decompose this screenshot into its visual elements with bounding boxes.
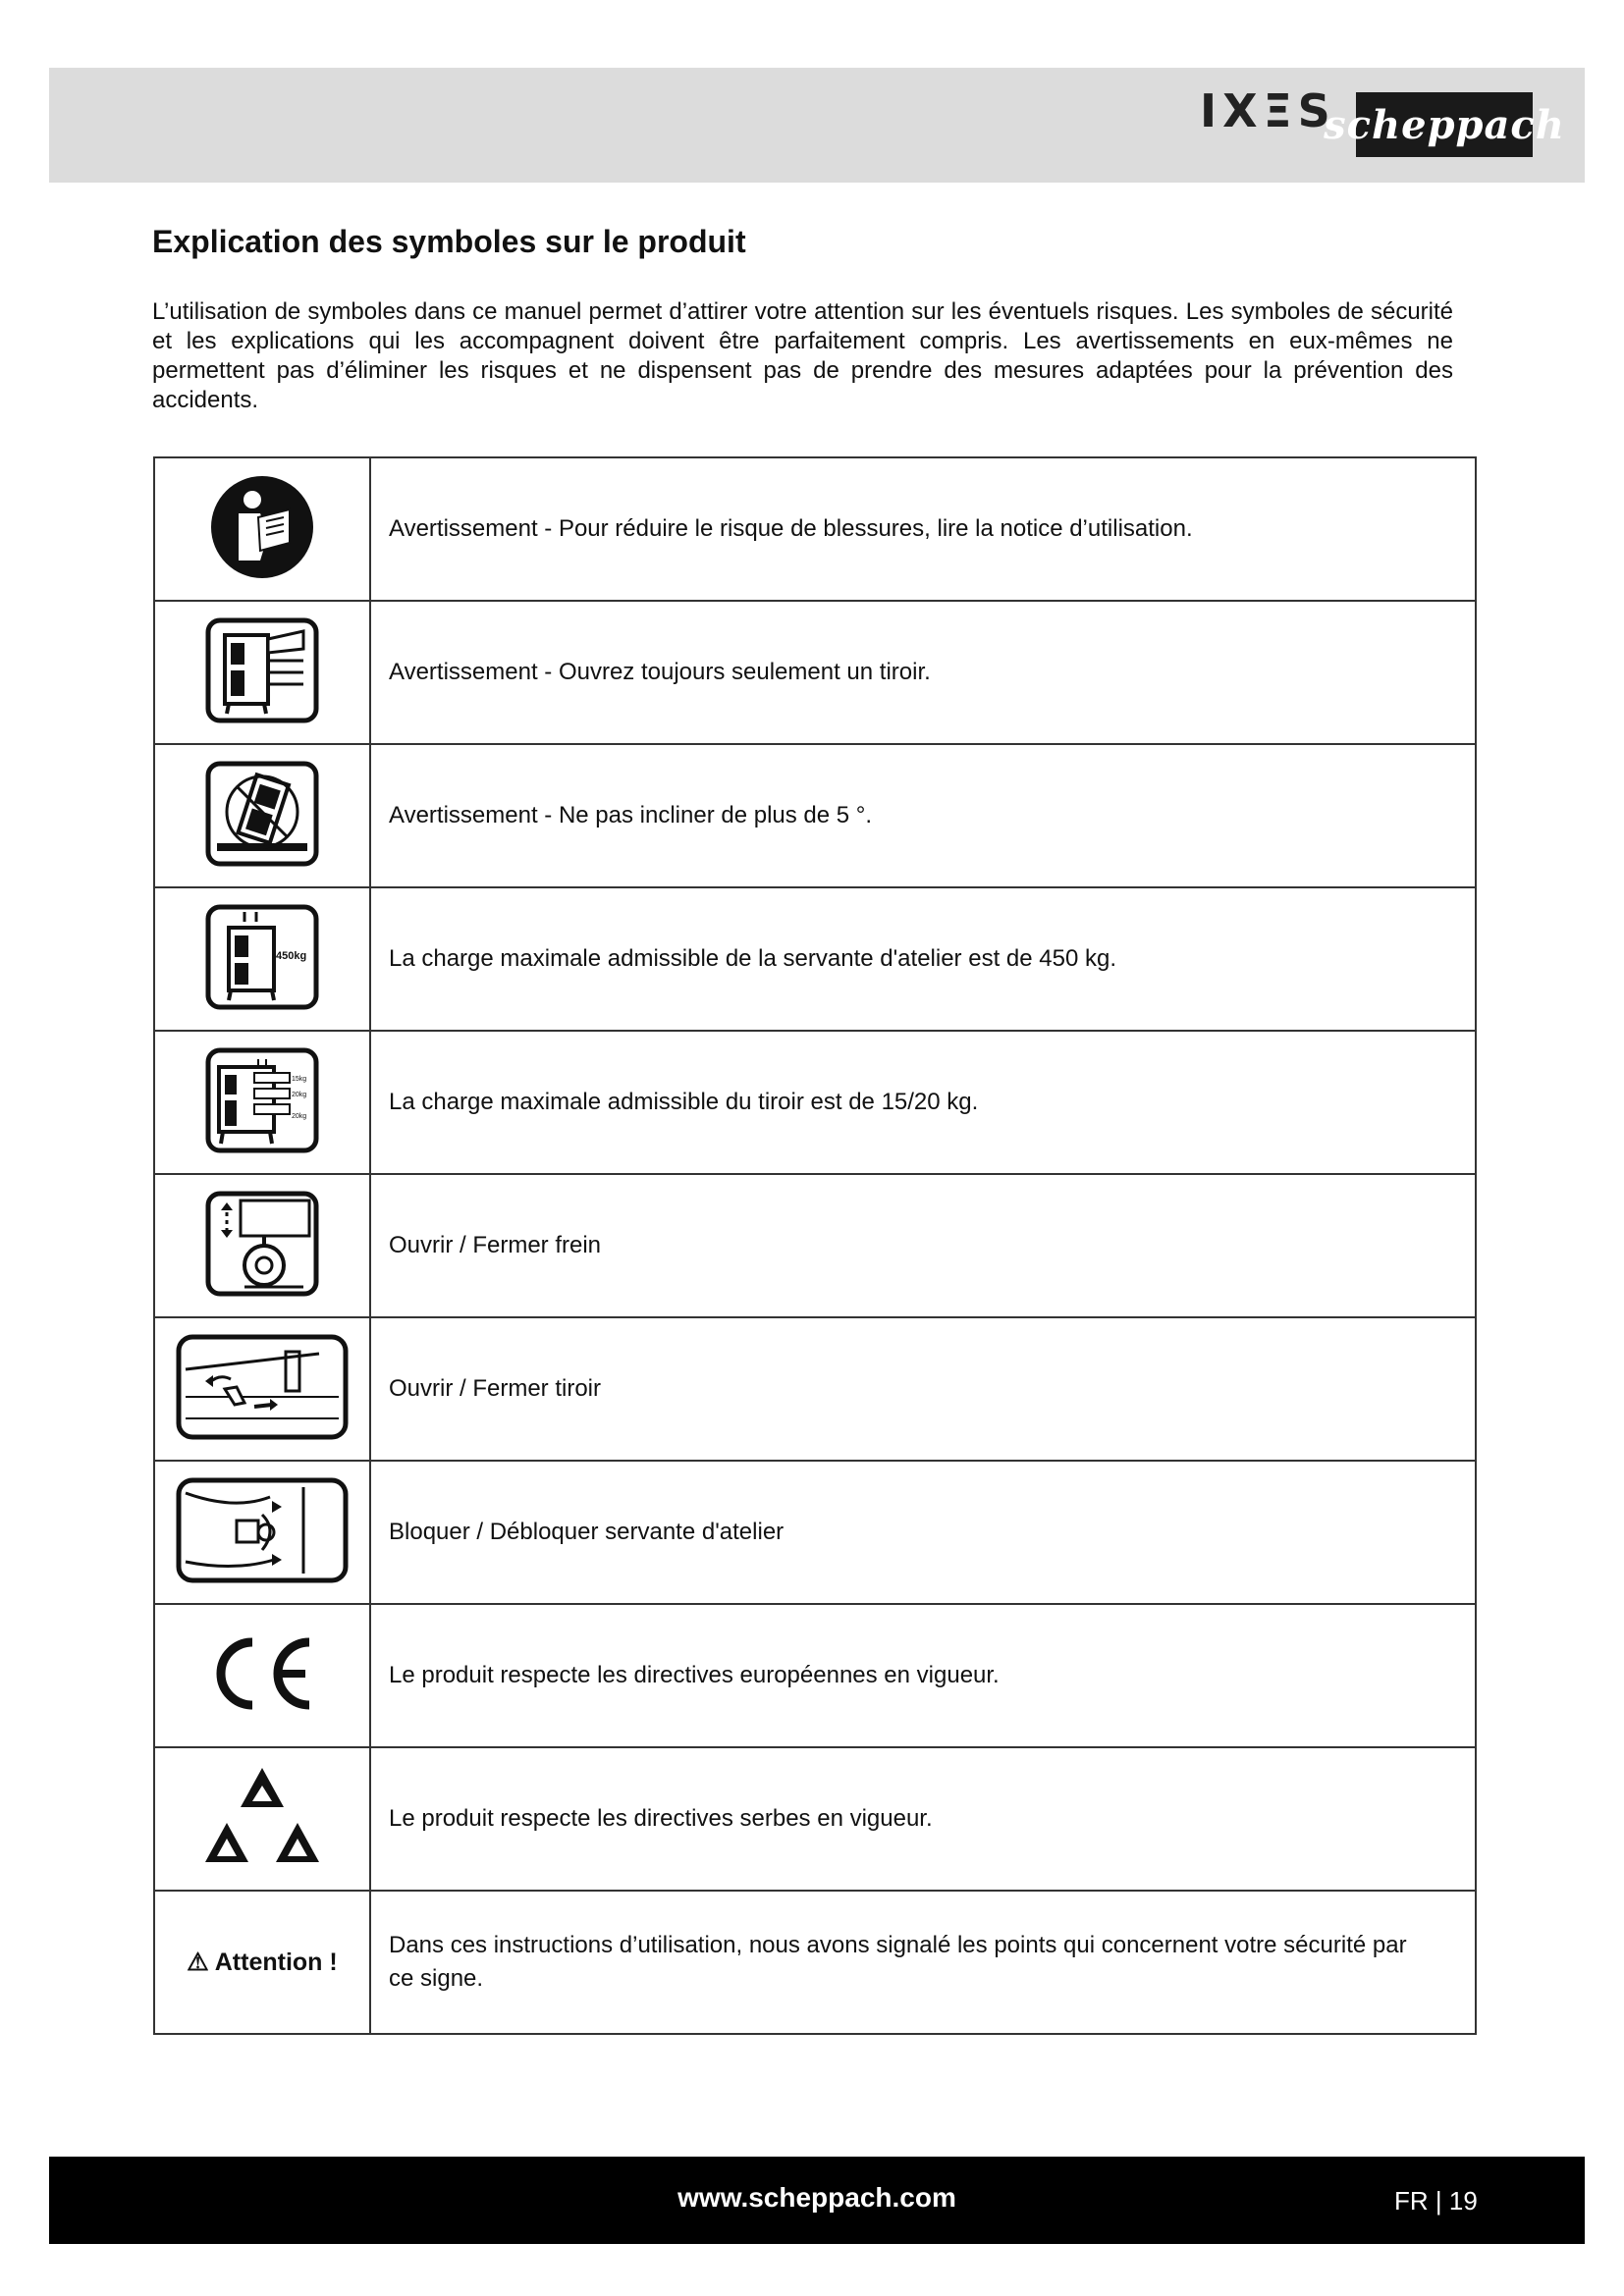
- intro-paragraph: L’utilisation de symboles dans ce manuel permet d’attirer votre attention sur les éventuels risques. Les symboles de sécurité et les explications qui les accompagnent doivent être parfaitement compris. Les avertissements en eux-mêmes ne permettent pas d’éliminer les risques et ne dispensent pas de prendre des mesures adaptées pour la prévention des accidents.: [152, 298, 1453, 413]
- load-label: 20kg: [292, 1091, 307, 1098]
- table-row: [154, 601, 1476, 744]
- table-row: [154, 1317, 1476, 1461]
- table-row: [154, 1891, 1476, 2034]
- table-row: [154, 887, 1476, 1031]
- row-description: Ouvrir / Fermer tiroir: [370, 1317, 1476, 1461]
- table-row: [154, 1604, 1476, 1747]
- load-label: 20kg: [292, 1112, 307, 1120]
- serbian-conformity-icon: [203, 1764, 321, 1875]
- row-description: Avertissement - Pour réduire le risque de blessures, lire la notice d’utilisation.: [370, 457, 1476, 601]
- scheppach-logo: scheppach: [1356, 92, 1533, 157]
- max-load-drawer-icon: [205, 1047, 319, 1158]
- row-description: Dans ces instructions d’utilisation, nous avons signalé les points qui concernent votre sécurité par ce signe.: [370, 1891, 1476, 2034]
- page-title: Explication des symboles sur le produit: [152, 224, 746, 259]
- website-link[interactable]: www.scheppach.com: [677, 2182, 956, 2213]
- row-description: Avertissement - Ouvrez toujours seulement un tiroir.: [370, 601, 1476, 744]
- row-description: Ouvrir / Fermer frein: [370, 1174, 1476, 1317]
- attention-label: [187, 1949, 337, 1976]
- table-row: [154, 1174, 1476, 1317]
- row-description: Le produit respecte les directives serbes en vigueur.: [370, 1747, 1476, 1891]
- drawer-open-close-icon: [176, 1334, 349, 1445]
- attention-text: Attention !: [214, 1949, 338, 1976]
- row-description: Bloquer / Débloquer servante d'atelier: [370, 1461, 1476, 1604]
- load-label: 450kg: [276, 949, 307, 962]
- open-one-drawer-icon: [205, 617, 319, 728]
- page-footer: [49, 2157, 1585, 2244]
- table-row: [154, 744, 1476, 887]
- row-description: La charge maximale admissible du tiroir est de 15/20 kg.: [370, 1031, 1476, 1174]
- load-label: 15kg: [292, 1075, 307, 1083]
- ixes-logo: IXΞS: [1200, 84, 1336, 137]
- brake-icon: [205, 1191, 319, 1302]
- table-row: [154, 1747, 1476, 1891]
- row-description: Le produit respecte les directives européennes en vigueur.: [370, 1604, 1476, 1747]
- table-row: [154, 1031, 1476, 1174]
- warning-triangle-icon: ⚠: [187, 1949, 209, 1976]
- lock-unlock-icon: [176, 1477, 349, 1588]
- max-load-cart-icon: [205, 904, 319, 1015]
- read-manual-icon: [209, 474, 315, 585]
- table-row: [154, 457, 1476, 601]
- page-number: FR | 19: [1394, 2186, 1478, 2216]
- no-tilt-icon: [205, 761, 319, 872]
- table-row: [154, 1461, 1476, 1604]
- row-description: Avertissement - Ne pas incliner de plus de 5 °.: [370, 744, 1476, 887]
- ce-mark-icon: [207, 1634, 317, 1718]
- row-description: La charge maximale admissible de la servante d'atelier est de 450 kg.: [370, 887, 1476, 1031]
- symbols-table: [153, 456, 1477, 2035]
